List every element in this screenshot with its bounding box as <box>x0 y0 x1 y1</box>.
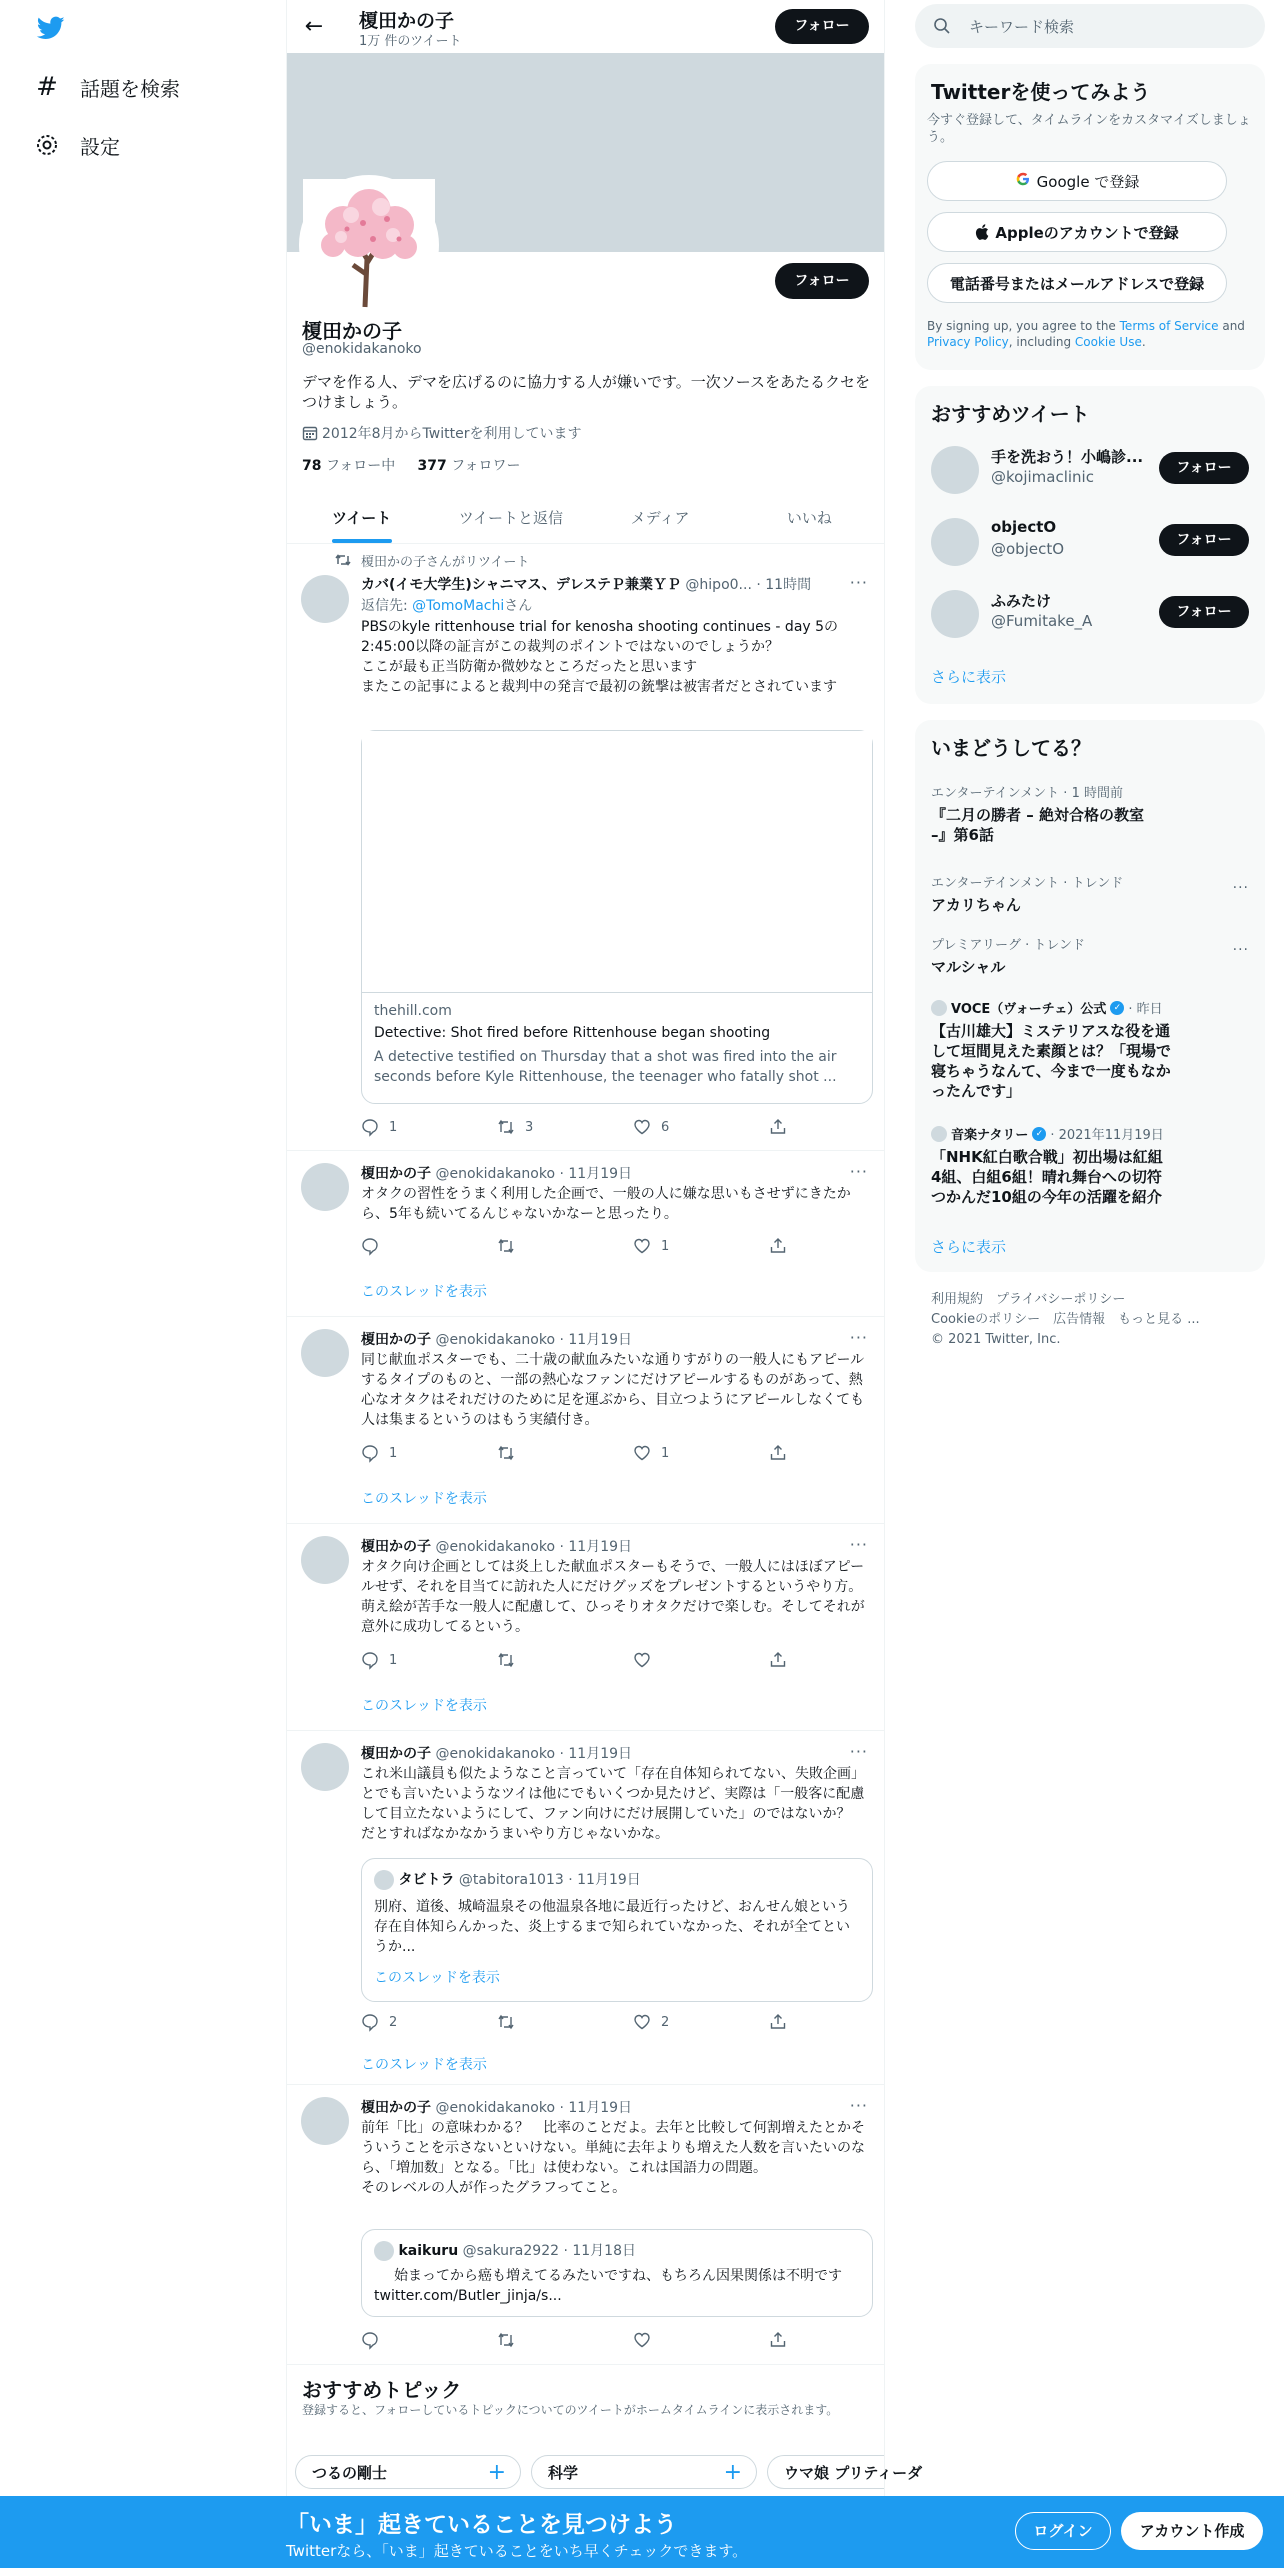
heart-icon <box>633 1651 651 1669</box>
more-icon[interactable]: ··· <box>849 573 868 592</box>
login-button[interactable]: ログイン <box>1015 2512 1111 2550</box>
share-icon <box>769 1118 787 1136</box>
verified-icon: ✓ <box>1032 1127 1046 1141</box>
like-count: 6 <box>661 1119 670 1135</box>
retweet-button[interactable] <box>497 1651 525 1669</box>
quote-time: · 11月18日 <box>563 2243 636 2259</box>
trends-more-link[interactable]: さらに表示 <box>931 1238 1007 1256</box>
tweet-time[interactable]: · 11月19日 <box>559 2100 633 2116</box>
more-icon[interactable]: ··· <box>1232 942 1249 958</box>
share-icon <box>769 2013 787 2031</box>
author-handle[interactable]: @enokidakanoko <box>435 1539 556 1555</box>
tweet-time[interactable]: · 11月19日 <box>559 1539 633 1555</box>
topic-chip[interactable] <box>531 2455 757 2489</box>
retweet-icon <box>497 1237 515 1255</box>
heart-icon <box>633 1118 651 1136</box>
reply-icon <box>361 1651 379 1669</box>
reply-icon <box>361 1118 379 1136</box>
who-to-follow-more-link[interactable]: さらに表示 <box>931 668 1007 686</box>
author-name[interactable]: カバ(イモ大学生)シャニマス、デレステＰ兼業ＹＰ <box>361 577 681 593</box>
trend-avatar <box>931 1126 947 1142</box>
tweet-text: 前年「比」の意味わかる？ 比率のことだよ。去年と比較して何割増えたとかそういうことを示さないといけない。単純に去年よりも増えた人数を言いたいのなら、「増加数」となる。「比」は使わない。これは国語力の問題。 そのレベルの人が作ったグラフってこと。 <box>361 2120 865 2196</box>
trend-source: 音楽ナタリー <box>951 1128 1029 1143</box>
trend-item[interactable] <box>931 934 1249 977</box>
avatar[interactable] <box>301 1163 349 1211</box>
search-placeholder: キーワード検索 <box>969 17 1075 36</box>
tweet[interactable] <box>287 1317 884 1524</box>
more-icon[interactable]: ··· <box>849 2096 868 2115</box>
phone-email-signup-button[interactable]: 電話番号またはメールアドレスで登録 <box>927 263 1227 303</box>
topics-title: おすすめトピック <box>302 2378 462 2402</box>
tweet-text: これ米山議員も似たようなこと言っていて「存在自体知られてない、失敗企画」とでも言いたいようなツイは他にでもいくつか見たけど、実際は「一般客に配慮して目立たないようにして、ファン向けにだけ展開していた」のではないか？ だとすればなかなかうまいやり方じゃないかな。 <box>361 1766 865 1842</box>
show-thread-link[interactable]: このスレッドを表示 <box>361 1491 487 1507</box>
search-box[interactable] <box>915 4 1265 48</box>
quote-text: 別府、道後、城崎温泉その他温泉各地に最近行ったけど、おんせん娘という存在自体知らんかった、炎上するまで知られていなかった、それが全てというか... <box>374 1899 850 1955</box>
retweet-icon <box>497 1444 515 1462</box>
heart-icon <box>633 2013 651 2031</box>
bottom-signup-bar <box>0 2496 1284 2568</box>
link-card-image <box>362 731 872 993</box>
avatar[interactable] <box>931 590 979 638</box>
follow-button[interactable]: フォロー <box>1159 524 1249 556</box>
nav-settings[interactable] <box>34 125 120 165</box>
share-button[interactable] <box>769 1118 797 1136</box>
show-thread-link[interactable]: このスレッドを表示 <box>361 1284 487 1300</box>
header-tweet-count: 1万 件のツイート <box>359 34 462 49</box>
following-link[interactable] <box>302 458 395 474</box>
tweet-time[interactable]: · 11月19日 <box>559 1332 633 1348</box>
tweet-actions <box>361 1444 791 1464</box>
profile-joined-text: 2012年8月からTwitterを利用しています <box>322 426 582 442</box>
trend-time: · 昨日 <box>1128 1002 1163 1017</box>
author-handle[interactable]: @enokidakanoko <box>435 1332 556 1348</box>
trend-item[interactable] <box>931 782 1249 845</box>
tweet-actions <box>361 2013 791 2033</box>
profile-avatar[interactable] <box>299 175 439 315</box>
retweet-icon <box>497 2013 515 2031</box>
tweet[interactable] <box>287 1731 884 2085</box>
tweet[interactable] <box>287 1524 884 1731</box>
reply-button[interactable] <box>361 2331 389 2349</box>
like-button[interactable] <box>633 2013 669 2031</box>
heart-icon <box>633 1444 651 1462</box>
trends-title: いまどうしてる？ <box>931 736 1091 760</box>
reply-icon <box>361 1237 379 1255</box>
plus-icon: + <box>723 2459 742 2485</box>
retweet-button[interactable] <box>497 1237 525 1255</box>
apple-icon <box>975 224 989 240</box>
trend-category: エンターテインメント · 1 時間前 <box>931 786 1123 801</box>
more-icon[interactable]: ··· <box>849 1328 868 1347</box>
profile-follow-button[interactable]: フォロー <box>775 263 869 299</box>
author-handle[interactable]: @enokidakanoko <box>435 1166 556 1182</box>
quote-meta <box>374 1869 641 1890</box>
profile-joined <box>302 423 581 443</box>
reply-icon <box>361 2013 379 2031</box>
profile-handle: @enokidakanoko <box>302 341 422 357</box>
main-column <box>286 0 923 2500</box>
show-thread-link[interactable]: このスレッドを表示 <box>361 1698 487 1714</box>
quote-author-handle: @tabitora1013 <box>458 1872 564 1888</box>
author-name[interactable]: 榎田かの子 <box>361 1332 431 1348</box>
heart-icon <box>633 2331 651 2349</box>
trend-item[interactable] <box>931 1124 1249 1207</box>
reply-to <box>361 595 532 615</box>
share-button[interactable] <box>769 1237 797 1255</box>
privacy-link[interactable]: Privacy Policy <box>927 335 1009 349</box>
avatar[interactable] <box>301 1329 349 1377</box>
reply-button[interactable] <box>361 1118 397 1136</box>
like-count: 1 <box>661 1238 670 1254</box>
suggested-name: ふみたけ <box>991 592 1052 610</box>
tweet-text: 同じ献血ポスターでも、二十歳の献血みたいな通りすがりの一般人にもアピールするタイプのものと、一部の熱心なファンにだけアピールするものがあって、熱心なオタクはそれだけのために足を運ぶから、目立つようにアピールしなくても人は集まるというのはもう実績付き。 <box>361 1352 865 1428</box>
trend-name: マルシャル <box>931 958 1006 976</box>
tweet-meta <box>361 1329 632 1349</box>
topics-desc: 登録すると、フォローしているトピックについてのツイートがホームタイムラインに表示されます。 <box>302 2403 839 2417</box>
topic-label: つるの剛士 <box>312 2463 388 2482</box>
apple-signup-button[interactable] <box>927 212 1227 252</box>
trend-time: · 2021年11月19日 <box>1050 1128 1164 1143</box>
avatar[interactable] <box>301 575 349 623</box>
tweet-text: オタクの習性をうまく利用した企画で、一般の人に嫌な思いもさせずにきたから、5年も続いてるんじゃないかなーと思ったり。 <box>361 1186 851 1222</box>
bottom-headline: 「いま」起きていることを見つけよう <box>286 2512 677 2538</box>
footer-line[interactable]: 利用規約 プライバシーポリシー <box>931 1292 1126 1307</box>
reply-button[interactable] <box>361 1237 389 1255</box>
reply-count: 1 <box>389 1652 398 1668</box>
more-icon[interactable]: ··· <box>1232 880 1249 896</box>
author-handle[interactable]: @hipo0... <box>685 577 752 593</box>
tweet-actions <box>361 1237 791 1257</box>
signup-card <box>915 64 1265 370</box>
tweet[interactable] <box>287 1151 884 1317</box>
nav-settings-label: 設定 <box>80 134 120 159</box>
twitter-logo-icon[interactable] <box>34 14 68 42</box>
retweet-button[interactable] <box>497 2013 525 2031</box>
avatar[interactable] <box>931 518 979 566</box>
more-icon[interactable]: ··· <box>849 1535 868 1554</box>
tweet-actions <box>361 2331 791 2351</box>
footer-links <box>931 1290 1200 1350</box>
suggested-handle: @objectO <box>991 540 1065 558</box>
share-icon <box>769 2331 787 2349</box>
calendar-icon <box>302 425 318 441</box>
retweet-button[interactable] <box>497 1444 525 1462</box>
search-icon <box>933 17 951 35</box>
author-name[interactable]: 榎田かの子 <box>361 1166 431 1182</box>
follow-button[interactable]: フォロー <box>1159 596 1249 628</box>
followers-count: 377 <box>417 458 447 474</box>
header-follow-button[interactable]: フォロー <box>775 9 869 44</box>
tweet[interactable] <box>287 2085 884 2365</box>
quote-avatar <box>374 1870 394 1890</box>
link-card-domain: thehill.com <box>374 1003 452 1019</box>
tweet-time[interactable]: · 11時間 <box>756 577 812 593</box>
retweet-button[interactable] <box>497 1118 533 1136</box>
author-handle[interactable]: @enokidakanoko <box>435 2100 556 2116</box>
back-arrow-icon[interactable]: ← <box>304 14 324 39</box>
avatar[interactable] <box>301 1536 349 1584</box>
quote-avatar <box>374 2241 394 2261</box>
more-icon[interactable]: ··· <box>849 1742 868 1761</box>
suggested-handle: @Fumitake_A <box>991 612 1093 630</box>
trend-item[interactable] <box>931 872 1249 915</box>
profile-name: 榎田かの子 <box>302 319 402 343</box>
like-button[interactable] <box>633 2331 661 2349</box>
verified-icon: ✓ <box>1110 1001 1124 1015</box>
nav-explore-label: 話題を検索 <box>80 76 180 101</box>
signup-button[interactable]: アカウント作成 <box>1121 2512 1263 2550</box>
avatar[interactable] <box>931 446 979 494</box>
trends-card <box>915 720 1265 1272</box>
share-icon <box>769 1651 787 1669</box>
link-card-desc: A detective testified on Thursday that a shot was fired into the air seconds before Kyle Rittenhouse, the teenager who fatally shot ... <box>374 1049 837 1085</box>
tweet-text: オタク向け企画としては炎上した献血ポスターもそうで、一般人にはほぼアピールせず、それを目当てに訪れた人にだけグッズをプレゼントするというやり方。萌え絵が苦手な一般人に配慮して、ひっそりオタクだけで楽しむ。そしてそれが意外に成功してるという。 <box>361 1559 865 1635</box>
share-button[interactable] <box>769 1651 797 1669</box>
retweet-icon <box>497 1651 515 1669</box>
trend-item[interactable] <box>931 998 1249 1101</box>
tweet-meta <box>361 574 811 594</box>
suggested-name: objectO <box>991 518 1057 536</box>
profile-header <box>287 0 884 53</box>
terms-and: and <box>1218 319 1245 333</box>
tab-likes[interactable]: いいね <box>786 509 832 527</box>
follow-button[interactable]: フォロー <box>1159 452 1249 484</box>
retweet-button[interactable] <box>497 2331 525 2349</box>
tweet-time[interactable]: · 11月19日 <box>559 1166 633 1182</box>
plus-icon: + <box>487 2459 506 2485</box>
heart-icon <box>633 1237 651 1255</box>
reply-to-handle[interactable]: @TomoMachi <box>412 598 505 614</box>
like-button[interactable] <box>633 1651 661 1669</box>
profile-follow-counts <box>302 455 521 475</box>
avatar[interactable] <box>301 1743 349 1791</box>
like-button[interactable] <box>633 1444 669 1462</box>
reply-button[interactable] <box>361 1444 397 1462</box>
followers-label: フォロワー <box>451 458 521 474</box>
topic-label: 科学 <box>548 2463 579 2482</box>
followers-link[interactable] <box>418 458 521 474</box>
suggested-handle: @kojimaclinic <box>991 468 1094 486</box>
tab-tweets-and-replies[interactable]: ツイートと返信 <box>458 509 563 527</box>
like-button[interactable] <box>633 1118 669 1136</box>
profile-tabs <box>287 492 884 544</box>
reply-button[interactable] <box>361 2013 397 2031</box>
hashtag-icon: # <box>36 72 58 102</box>
tweet-text: PBSのkyle rittenhouse trial for kenosha shooting continues - day 5の2:45:00以降の証言がこの裁判のポイントではないのでしょうか？ ここが最も正当防衛か微妙なところだったと思います またこの記事によると裁判中の発言で最初の銃撃は被害者だとされています <box>361 619 839 695</box>
apple-signup-label: Appleのアカウントで登録 <box>995 223 1179 242</box>
show-thread-link[interactable]: このスレッドを表示 <box>361 2057 487 2073</box>
bottom-subtext: Twitterなら、「いま」起きていることをいち早くチェックできます。 <box>286 2542 748 2560</box>
topic-chip[interactable] <box>767 2455 923 2489</box>
author-name[interactable]: 榎田かの子 <box>361 2100 431 2116</box>
quote-author-name: タビトラ <box>398 1872 455 1888</box>
retweet-icon <box>497 2331 515 2349</box>
nav-explore[interactable] <box>34 67 180 107</box>
google-signup-button[interactable] <box>927 161 1227 201</box>
reply-count: 2 <box>389 2014 398 2030</box>
tweet-time[interactable]: · 11月19日 <box>559 1746 633 1762</box>
trend-name: 【古川雄大】ミステリアスな役を通して垣間見えた素顔とは？「現場で寝ちゃうなんて、今まで一度もなかったんです」 <box>931 1022 1172 1100</box>
suggested-account[interactable] <box>931 442 1249 498</box>
avatar[interactable] <box>301 2097 349 2145</box>
reply-to-prefix: 返信先: <box>361 598 413 614</box>
retweet-label: 榎田かの子さんがリツイート <box>361 555 530 570</box>
author-name[interactable]: 榎田かの子 <box>361 1746 431 1762</box>
signup-title: Twitterを使ってみよう <box>931 80 1151 104</box>
trend-avatar <box>931 1000 947 1016</box>
who-to-follow-card <box>915 386 1265 704</box>
cookie-link[interactable]: Cookie Use <box>1074 335 1142 349</box>
more-icon[interactable]: ··· <box>849 1162 868 1181</box>
suggested-account[interactable] <box>931 586 1249 642</box>
reply-icon <box>361 2331 379 2349</box>
suggested-account[interactable] <box>931 514 1249 570</box>
trend-name: 「NHK紅白歌合戦」初出場は紅組4組、白組6組！晴れ舞台への切符つかんだ10組の今年の活躍を紹介 <box>931 1148 1163 1206</box>
signup-terms <box>927 318 1257 350</box>
reply-icon <box>361 1444 379 1462</box>
like-button[interactable] <box>633 1237 669 1255</box>
topic-chip[interactable] <box>295 2455 521 2489</box>
tweet-meta <box>361 2097 632 2117</box>
topic-label: ウマ娘 プリティーダ <box>784 2463 923 2482</box>
share-button[interactable] <box>769 2331 797 2349</box>
reply-to-suffix: さん <box>504 598 533 614</box>
suggested-name: 手を洗おう！小嶋診... <box>991 448 1144 466</box>
terms-link[interactable]: Terms of Service <box>1119 319 1219 333</box>
trend-name: 『二月の勝者 – 絶対合格の教室 –』第6話 <box>931 806 1144 844</box>
following-count: 78 <box>302 458 322 474</box>
quote-tweet[interactable] <box>361 1858 873 2002</box>
tweet-actions <box>361 1118 791 1138</box>
trend-source: VOCE（ヴォーチェ）公式 <box>951 1002 1107 1017</box>
quote-time: · 11月19日 <box>568 1872 641 1888</box>
link-card[interactable] <box>361 730 873 1104</box>
quote-show-thread-link[interactable]: このスレッドを表示 <box>374 1970 500 1986</box>
retweet-small-icon <box>335 553 351 567</box>
quote-meta <box>374 2240 636 2261</box>
footer-line[interactable]: Cookieのポリシー 広告情報 もっと見る ... <box>931 1312 1200 1327</box>
google-signup-label: Google で登録 <box>1036 172 1140 191</box>
tweet-meta <box>361 1743 632 1763</box>
terms-including: , including <box>1008 335 1075 349</box>
google-icon <box>1015 171 1031 187</box>
following-label: フォロー中 <box>325 458 396 474</box>
reply-button[interactable] <box>361 1651 397 1669</box>
signup-desc: 今すぐ登録して、タイムラインをカスタマイズしましょう。 <box>927 113 1251 145</box>
like-count: 1 <box>661 1445 670 1461</box>
reply-count: 1 <box>389 1119 398 1135</box>
like-count: 2 <box>661 2014 670 2030</box>
author-handle[interactable]: @enokidakanoko <box>435 1746 556 1762</box>
retweet-icon <box>497 1118 515 1136</box>
share-button[interactable] <box>769 1444 797 1462</box>
link-card-title: Detective: Shot fired before Rittenhouse began shooting <box>374 1025 771 1041</box>
tweet-meta <box>361 1163 632 1183</box>
gear-icon <box>34 132 60 158</box>
terms-prefix: By signing up, you agree to the <box>927 319 1120 333</box>
tweet[interactable] <box>287 545 884 1151</box>
trend-category: プレミアリーグ · トレンド <box>931 938 1086 953</box>
quote-text: 始まってから癌も増えてるみたいですね、もちろん因果関係は不明です twitter.com/Butler_jinja/s... <box>374 2268 861 2304</box>
header-name: 榎田かの子 <box>359 10 455 32</box>
share-icon <box>769 1237 787 1255</box>
tab-media[interactable]: メディア <box>630 509 690 527</box>
tweet-meta <box>361 1536 632 1556</box>
author-name[interactable]: 榎田かの子 <box>361 1539 431 1555</box>
profile-bio: デマを作る人、デマを広げるのに協力する人が嫌いです。一次ソースをあたるクセをつけましょう。 <box>302 373 871 411</box>
quote-author-name: kaikuru <box>398 2243 459 2259</box>
tab-tweets[interactable]: ツイート <box>287 492 436 543</box>
quote-tweet[interactable] <box>361 2229 873 2317</box>
terms-period: . <box>1141 335 1146 349</box>
copyright: © 2021 Twitter, Inc. <box>931 1332 1061 1347</box>
share-button[interactable] <box>769 2013 797 2031</box>
trend-category: エンターテインメント · トレンド <box>931 876 1124 891</box>
share-icon <box>769 1444 787 1462</box>
who-to-follow-title: おすすめツイート <box>931 402 1090 426</box>
cherry-tree-avatar-icon <box>303 179 435 311</box>
retweet-count: 3 <box>525 1119 534 1135</box>
reply-count: 1 <box>389 1445 398 1461</box>
trend-name: アカリちゃん <box>931 896 1021 914</box>
tweet-actions <box>361 1651 791 1671</box>
quote-author-handle: @sakura2922 <box>462 2243 560 2259</box>
